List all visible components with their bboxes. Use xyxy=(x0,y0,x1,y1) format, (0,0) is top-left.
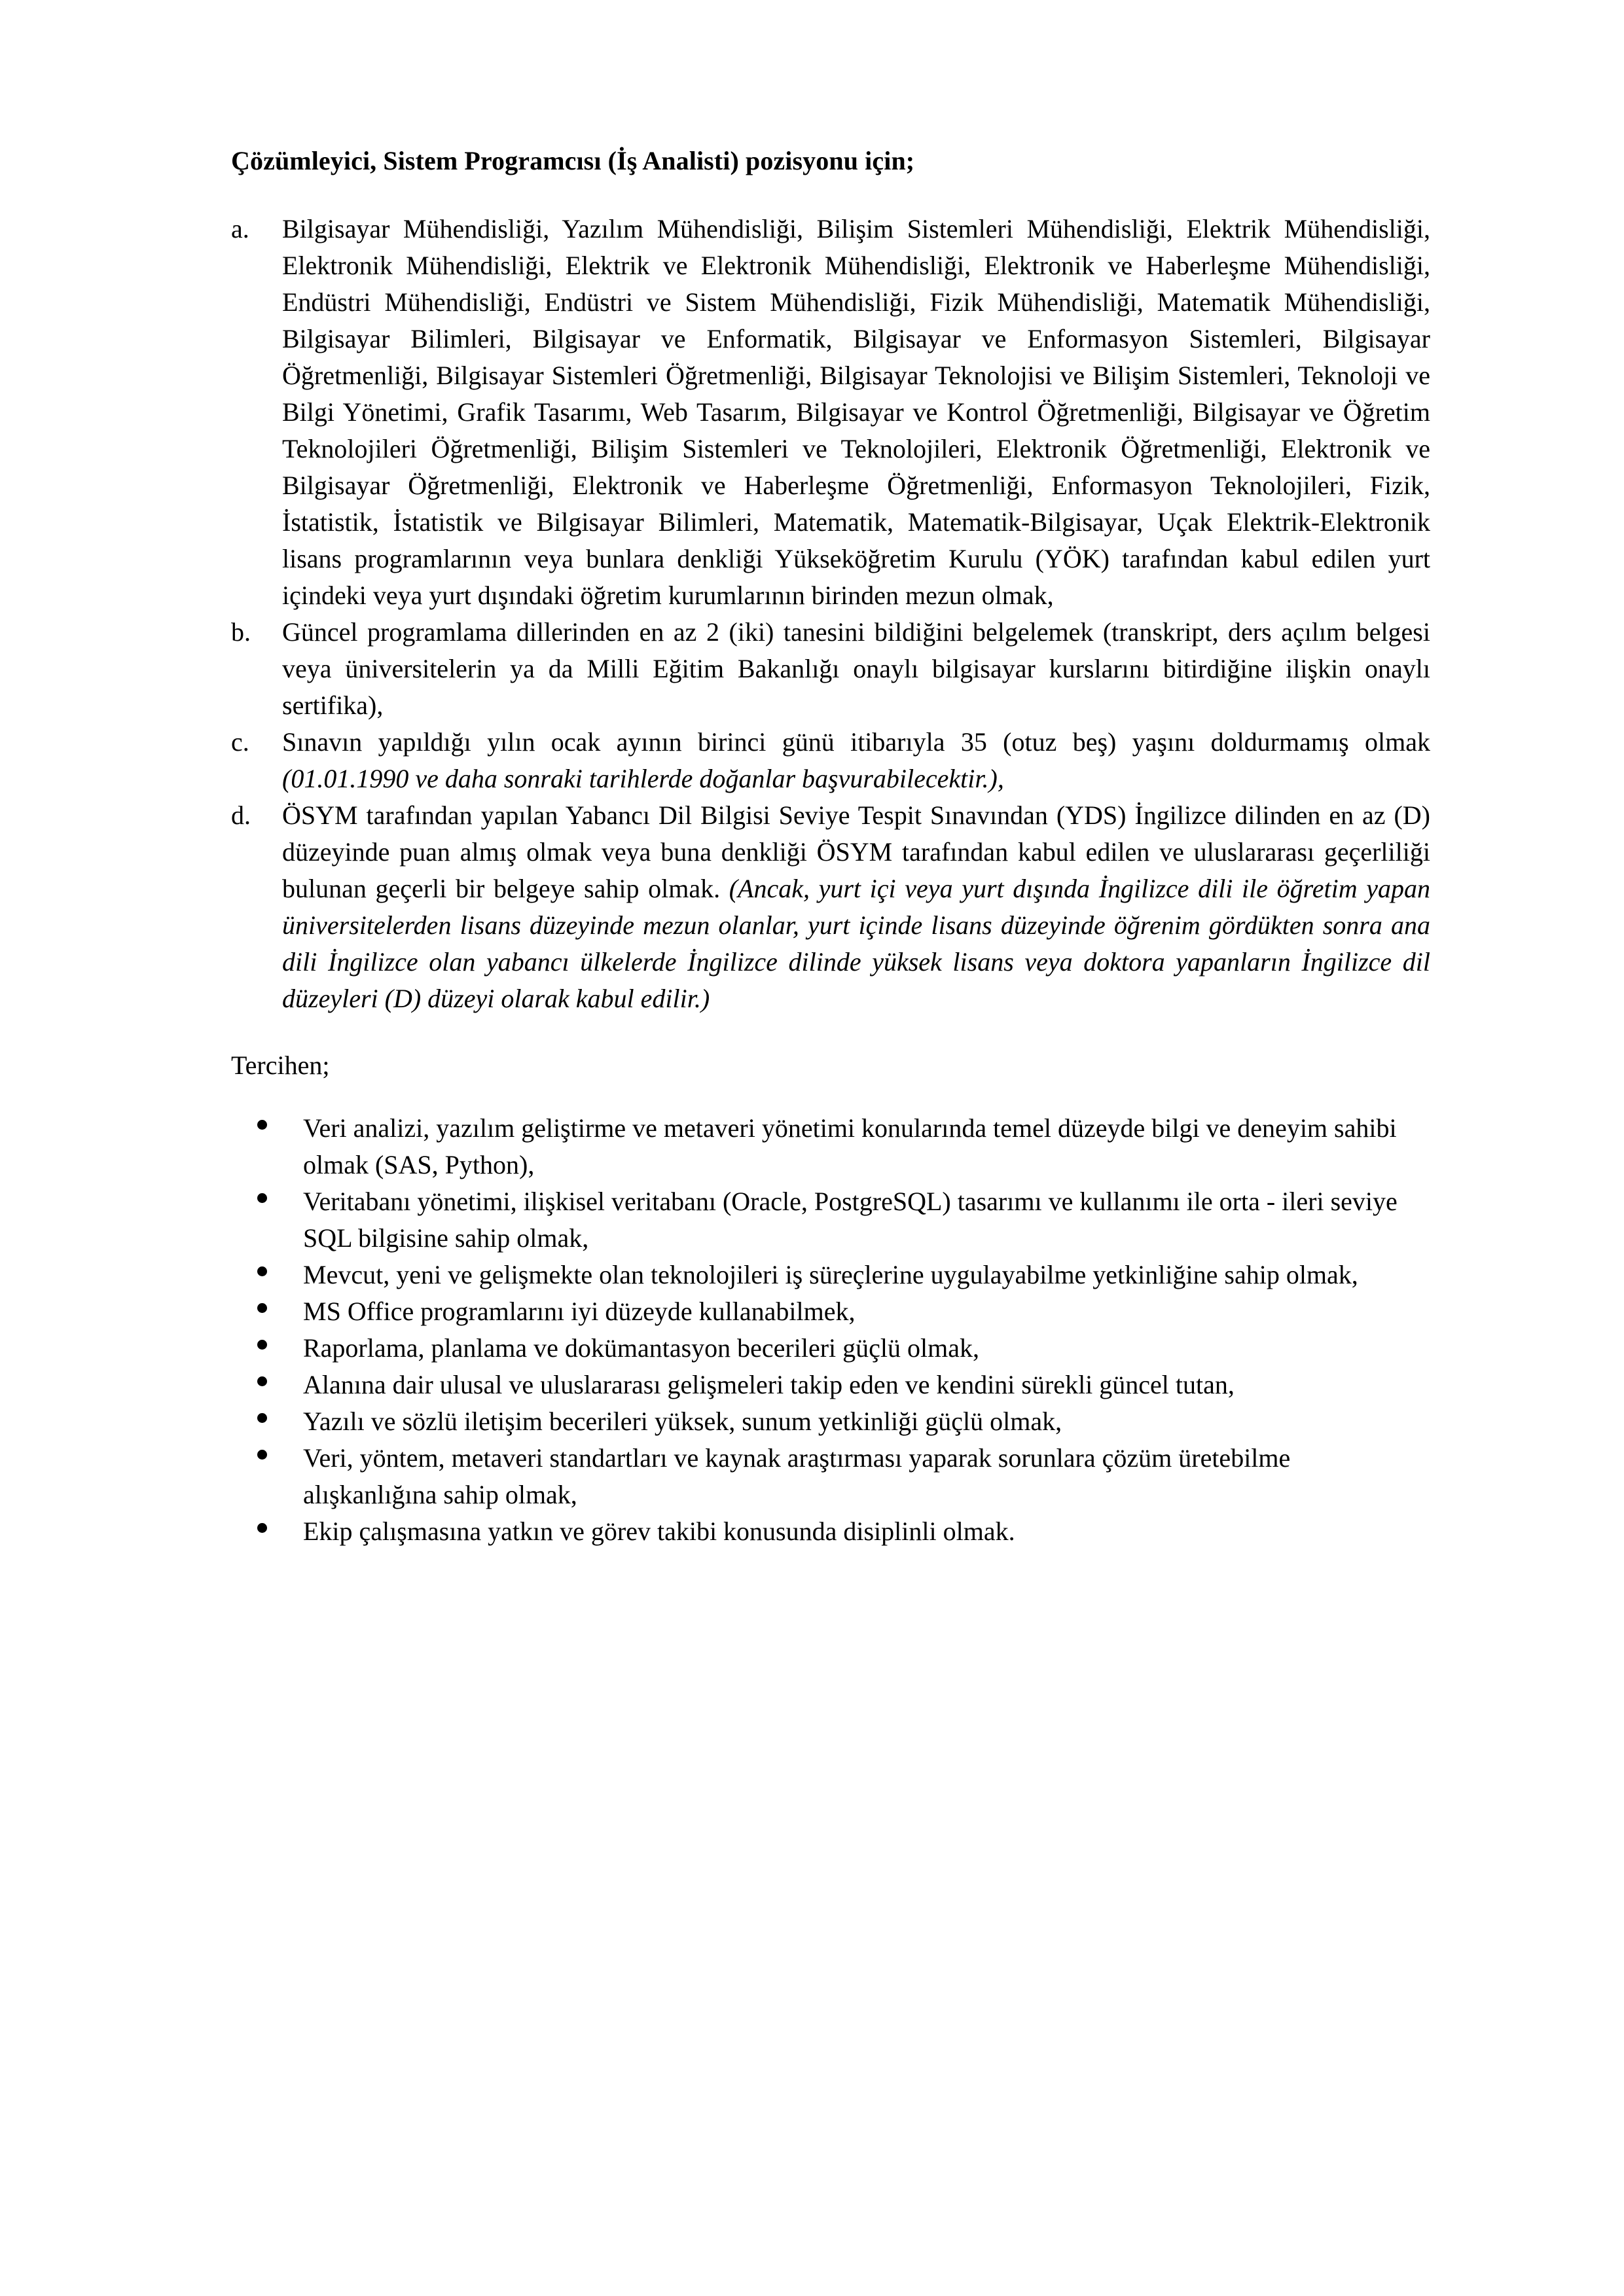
preferred-item-text: Veri, yöntem, metaveri standartları ve kaynak araştırması yaparak sorunlara çözüm üretebilme alışkanlığına sahip olmak, xyxy=(303,1443,1291,1509)
preferred-item-text: MS Office programlarını iyi düzeyde kullanabilmek, xyxy=(303,1297,856,1326)
preferred-item xyxy=(231,1257,1430,1293)
preferred-item-text: Veri analizi, yazılım geliştirme ve metaveri yönetimi konularında temel düzeyde bilgi ve deneyim sahibi olmak (SAS, Python), xyxy=(303,1113,1397,1179)
requirement-text-b xyxy=(282,617,1430,720)
preferred-item-text: Mevcut, yeni ve gelişmekte olan teknolojileri iş süreçlerine uygulayabilme yetkinliğine sahip olmak, xyxy=(303,1260,1358,1289)
requirement-segment: Bilgisayar Mühendisliği, Yazılım Mühendisliği, Bilişim Sistemleri Mühendisliği, Elektrik Mühendisliği, Elektronik Mühendisliği, Elektrik ve Elektronik Mühendisliği, Elektronik ve Haberleşme Mühendisliği, Endüstri Mühendisliği, Endüstri ve Sistem Mühendisliği, Fizik Mühendisliği, Matematik Mühendisliği, Bilgisayar Bilimleri, Bilgisayar ve Enformatik, Bilgisayar ve Enformasyon Sistemleri, Bilgisayar Öğretmenliği, Bilgisayar Sistemleri Öğretmenliği, Bilgisayar Teknolojisi ve Bilişim Sistemleri, Teknoloji ve Bilgi Yönetimi, Grafik Tasarımı, Web Tasarım, Bilgisayar ve Kontrol Öğretmenliği, Bilgisayar ve Öğretim Teknolojileri Öğretmenliği, Bilişim Sistemleri ve Teknolojileri, Elektronik Öğretmenliği, Elektronik ve Bilgisayar Öğretmenliği, Elektronik ve Haberleşme Öğretmenliği, Enformasyon Teknolojileri, Fizik, İstatistik, İstatistik ve Bilgisayar Bilimleri, Matematik, Matematik-Bilgisayar, Uçak Elektrik-Elektronik lisans programlarının veya bunlara denkliği Yükseköğretim Kurulu (YÖK) tarafından kabul edilen yurt içindeki veya yurt dışındaki öğretim kurumlarının birinden mezun olmak, xyxy=(282,214,1430,610)
list-marker-a: a. xyxy=(231,214,249,243)
preferred-item xyxy=(231,1183,1430,1257)
requirement-item-b xyxy=(231,614,1430,724)
preferred-item xyxy=(231,1440,1430,1513)
requirement-segment: Sınavın yapıldığı yılın ocak ayının birinci günü itibarıyla 35 (otuz beş) yaşını doldurmamış olmak xyxy=(282,727,1430,757)
preferred-item xyxy=(231,1330,1430,1367)
requirements-list xyxy=(231,211,1430,1017)
preferred-item xyxy=(231,1513,1430,1550)
list-marker-c: c. xyxy=(231,727,249,757)
bullet-icon xyxy=(257,1257,267,1293)
requirement-text-a xyxy=(282,214,1430,610)
list-marker-d: d. xyxy=(231,800,251,830)
requirement-segment-italic: (01.01.1990 ve daha sonraki tarihlerde doğanlar başvurabilecektir.), xyxy=(282,764,1004,793)
preferred-item xyxy=(231,1367,1430,1403)
requirement-text-d xyxy=(282,800,1430,1013)
page-content xyxy=(231,143,1430,1550)
preferred-item xyxy=(231,1293,1430,1330)
requirement-item-d xyxy=(231,797,1430,1017)
preferred-heading: Tercihen; xyxy=(231,1050,330,1080)
preferred-item xyxy=(231,1403,1430,1440)
bullet-icon xyxy=(257,1330,267,1367)
bullet-icon xyxy=(257,1513,267,1550)
preferred-item-text: Veritabanı yönetimi, ilişkisel veritabanı (Oracle, PostgreSQL) tasarımı ve kullanımı ile orta - ileri seviye SQL bilgisine sahip olmak, xyxy=(303,1187,1398,1253)
bullet-icon xyxy=(257,1403,267,1440)
preferred-item-text: Yazılı ve sözlü iletişim becerileri yüksek, sunum yetkinliği güçlü olmak, xyxy=(303,1407,1062,1436)
preferred-item-text: Alanına dair ulusal ve uluslararası gelişmeleri takip eden ve kendini sürekli güncel tutan, xyxy=(303,1370,1235,1399)
bullet-icon xyxy=(257,1440,267,1477)
requirement-segment: ÖSYM tarafından yapılan Yabancı Dil Bilgisi Seviye Tespit Sınavından (YDS) İngilizce dilinden en az (D) düzeyinde puan almış olmak veya buna denkliği ÖSYM tarafından kabul edilen ve uluslararası geçerliliği bulunan geçerli bir belgeye sahip olmak. xyxy=(282,800,1430,903)
preferred-item xyxy=(231,1110,1430,1183)
requirement-item-a xyxy=(231,211,1430,614)
bullet-icon xyxy=(257,1183,267,1220)
requirement-segment: Güncel programlama dillerinden en az 2 (iki) tanesini bildiğini belgelemek (transkript, ders açılım belgesi veya üniversitelerin ya da Milli Eğitim Bakanlığı onaylı bilgisayar kurslarını bitirdiğine ilişkin onaylı sertifika), xyxy=(282,617,1430,720)
page-title: Çözümleyici, Sistem Programcısı (İş Analisti) pozisyonu için; xyxy=(231,146,915,175)
preferred-qualifications-list xyxy=(231,1110,1430,1550)
bullet-icon xyxy=(257,1110,267,1147)
bullet-icon xyxy=(257,1367,267,1403)
list-marker-b: b. xyxy=(231,617,251,647)
requirement-segment-italic: (Ancak, yurt içi veya yurt dışında İngilizce dili ile öğretim yapan üniversitelerden lisans düzeyinde mezun olanlar, yurt içinde lisans düzeyinde öğrenim gördükten sonra ana dili İngilizce olan yabancı ülkelerde İngilizce dilinde yüksek lisans veya doktora yapanların İngilizce dil düzeyleri (D) düzeyi olarak kabul edilir.) xyxy=(282,874,1430,1013)
preferred-item-text: Raporlama, planlama ve dokümantasyon becerileri güçlü olmak, xyxy=(303,1333,979,1363)
requirement-text-c xyxy=(282,727,1430,793)
preferred-item-text: Ekip çalışmasına yatkın ve görev takibi konusunda disiplinli olmak. xyxy=(303,1516,1015,1546)
requirement-item-c xyxy=(231,724,1430,797)
bullet-icon xyxy=(257,1293,267,1330)
